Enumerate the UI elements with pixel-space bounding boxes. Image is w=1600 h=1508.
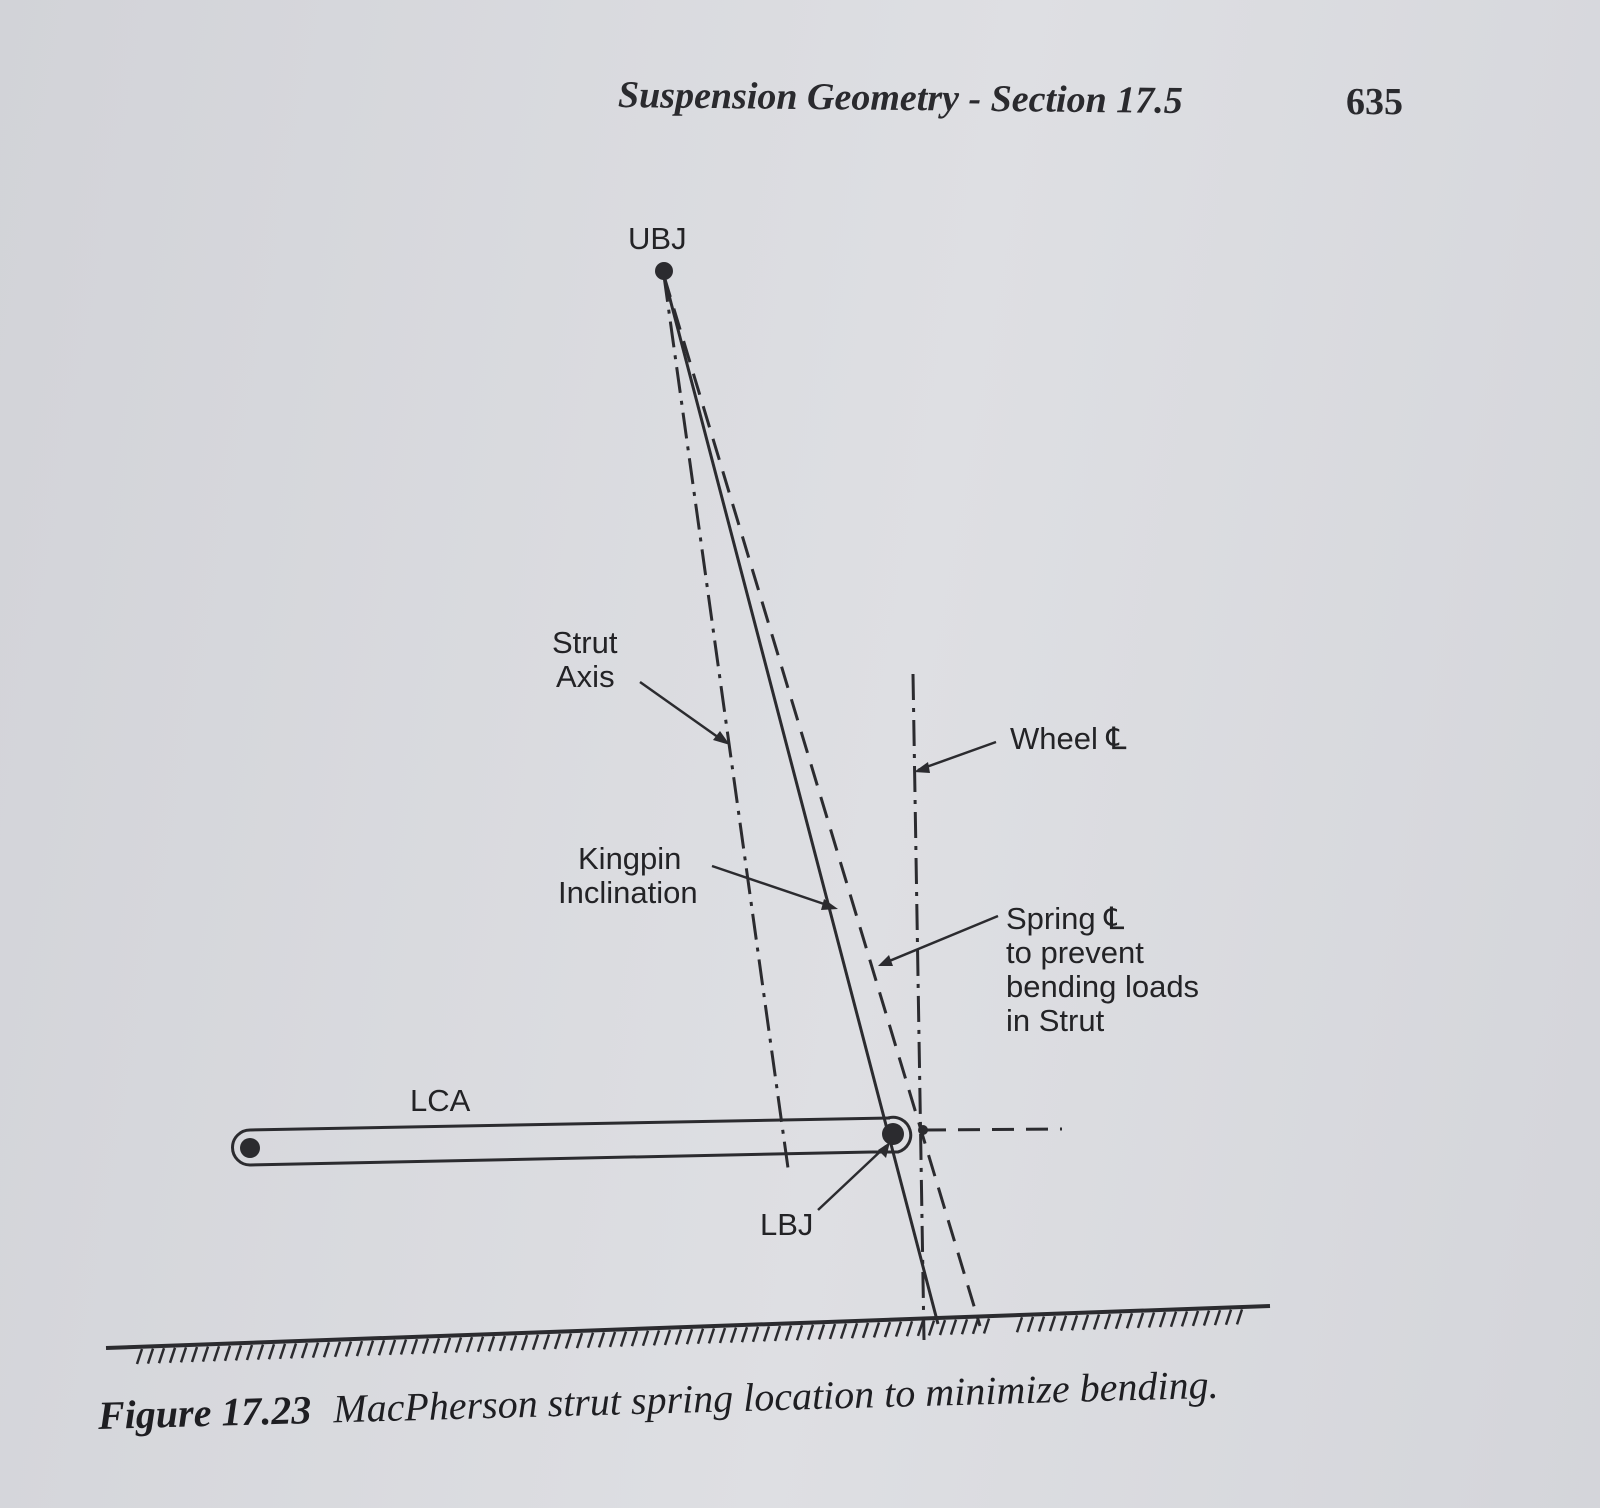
ground-hatch-tick [423, 1339, 428, 1354]
ground-hatch-tick [489, 1336, 494, 1351]
ground-hatch-tick [588, 1333, 593, 1348]
ground-hatch-tick [907, 1321, 912, 1336]
ground-hatch-tick [742, 1327, 747, 1342]
ground-hatch-tick [291, 1343, 296, 1358]
ground-hatch-tick [676, 1330, 681, 1345]
ground-hatch-tick [335, 1342, 340, 1357]
spring-label-line2: to prevent [1006, 935, 1144, 970]
lca-bottom-edge [250, 1152, 872, 1165]
ground-hatch-tick [1094, 1315, 1099, 1330]
ground-hatch-tick [808, 1325, 813, 1340]
ground-hatch-tick [764, 1326, 769, 1341]
spring-label-line4: in Strut [1006, 1003, 1105, 1038]
ground-hatch-tick [1138, 1313, 1143, 1328]
ground-hatch-tick [467, 1337, 472, 1352]
spring-centerline [664, 276, 980, 1326]
ground-hatch-tick [456, 1338, 461, 1353]
ground-hatch-tick [368, 1341, 373, 1356]
spring-cl-leader [882, 916, 998, 964]
ground-hatch-tick [137, 1349, 142, 1364]
ground-hatch-tick [1171, 1312, 1176, 1327]
ground-hatch-tick [698, 1329, 703, 1344]
ground-hatch-tick [302, 1343, 307, 1358]
ground-hatch-tick [401, 1339, 406, 1354]
ground-hatch-tick [731, 1328, 736, 1343]
page-number: 635 [1346, 81, 1403, 123]
ground-hatch-tick [1215, 1310, 1220, 1325]
figure-number: Figure 17.23 [97, 1387, 312, 1438]
ground-hatch-tick [841, 1324, 846, 1339]
ground-hatch-tick [522, 1335, 527, 1350]
ground-hatch-tick [544, 1334, 549, 1349]
spring-label-line3: bending loads [1006, 969, 1200, 1004]
kingpin-leader [712, 866, 830, 906]
spring-cl-arrowhead [878, 955, 893, 966]
ground-hatch-tick [654, 1330, 659, 1345]
ground-hatch-tick [324, 1342, 329, 1357]
lbj-arrowhead [878, 1142, 890, 1158]
wheel-cl-arrowhead [914, 762, 930, 773]
ground-hatch-tick [566, 1334, 571, 1349]
ground-hatch-tick [1083, 1315, 1088, 1330]
ground-hatch-tick [192, 1347, 197, 1362]
ground-hatch-tick [929, 1320, 934, 1335]
ground-hatch-tick [379, 1340, 384, 1355]
ground-hatch-tick [280, 1344, 285, 1359]
kingpin-label-line1: Kingpin [578, 841, 682, 876]
ground-hatch-tick [313, 1343, 318, 1358]
strut-axis-label-line1: Strut [552, 625, 618, 660]
ground-hatch-tick [225, 1346, 230, 1361]
ground-hatch-tick [1149, 1313, 1154, 1328]
ubj-label: UBJ [628, 221, 687, 256]
ground-hatch-tick [1017, 1317, 1022, 1332]
strut-axis-leader [640, 682, 722, 740]
ground-hatch-tick [643, 1331, 648, 1346]
ground-hatch-tick [1072, 1315, 1077, 1330]
ground-hatch-tick [1226, 1310, 1231, 1325]
ground-hatch-tick [1182, 1311, 1187, 1326]
ground-hatch-tick [1237, 1309, 1242, 1324]
wheel-centerline-label: Wheel ℄ [1010, 721, 1127, 756]
ground-hatch-tick [852, 1323, 857, 1338]
ground-hatch-tick [258, 1345, 263, 1360]
ground-hatch-tick [390, 1340, 395, 1355]
ground-hatch-tick [159, 1348, 164, 1363]
kingpin-inclination-line [664, 276, 938, 1324]
ground-hatch-tick [236, 1345, 241, 1360]
ground-hatch-tick [357, 1341, 362, 1356]
ground-hatch-tick [632, 1331, 637, 1346]
kingpin-arrowhead [821, 899, 838, 910]
ground-hatch-tick [1028, 1317, 1033, 1332]
lbj-horizontal-dashed [924, 1129, 1062, 1130]
lca-pivot [240, 1138, 260, 1158]
ground-hatch-tick [775, 1326, 780, 1341]
ground-hatch-tick [148, 1349, 153, 1364]
ground-hatch-tick [555, 1334, 560, 1349]
ground-hatch-tick [247, 1345, 252, 1360]
wheel-cl-leader [918, 742, 996, 770]
ground-hatch-tick [819, 1324, 824, 1339]
ground-hatch-tick [1039, 1316, 1044, 1331]
lca-top-edge [250, 1118, 890, 1130]
ground-hatch-tick [830, 1324, 835, 1339]
figure-caption-text: MacPherson strut spring location to minimize bending. [332, 1361, 1220, 1432]
kingpin-label-line2: Inclination [558, 875, 698, 910]
lbj-joint [882, 1123, 904, 1145]
arrow-heads [713, 731, 930, 1158]
ground-hatch-tick [170, 1348, 175, 1363]
ground-hatch-tick [720, 1328, 725, 1343]
ground-hatch-tick [1105, 1314, 1110, 1329]
ground-hatch-tick [940, 1320, 945, 1335]
ground-hatch-tick [1193, 1311, 1198, 1326]
ground-hatch-tick [500, 1336, 505, 1351]
ground-hatch-tick [1116, 1314, 1121, 1329]
lbj-leader [818, 1146, 886, 1210]
ground-hatch-tick [214, 1346, 219, 1361]
strut-axis-line [664, 276, 788, 1168]
ground-hatch-tick [786, 1326, 791, 1341]
ground-hatch-tick [1160, 1312, 1165, 1327]
ground-hatch-tick [621, 1332, 626, 1347]
spring-label-line1: Spring ℄ [1006, 901, 1125, 936]
ground-hatch-tick [1127, 1313, 1132, 1328]
ubj-joint [655, 262, 673, 280]
ground-hatch-tick [599, 1332, 604, 1347]
ground-hatch-tick [896, 1322, 901, 1337]
ground-hatch-tick [203, 1347, 208, 1362]
ground-hatch-tick [863, 1323, 868, 1338]
ground-hatch-tick [412, 1339, 417, 1354]
ground-hatch-tick [885, 1322, 890, 1337]
lca-label: LCA [410, 1083, 471, 1118]
ground-hatch-tick [346, 1341, 351, 1356]
ground-hatch-tick [962, 1319, 967, 1334]
ground-hatch-tick [533, 1335, 538, 1350]
ground-hatch-tick [984, 1318, 989, 1333]
ground-hatching [137, 1309, 1242, 1364]
wheel-cl-point [918, 1125, 928, 1135]
ground-hatch-tick [269, 1344, 274, 1359]
ground-hatch-tick [434, 1338, 439, 1353]
ground-hatch-tick [753, 1327, 758, 1342]
ground-hatch-tick [478, 1337, 483, 1352]
strut-axis-label-line2: Axis [556, 659, 615, 694]
ground-hatch-tick [951, 1320, 956, 1335]
ground-hatch-tick [511, 1336, 516, 1351]
ground-hatch-tick [874, 1322, 879, 1337]
ground-hatch-tick [181, 1347, 186, 1362]
ground-hatch-tick [687, 1329, 692, 1344]
ground-hatch-tick [445, 1338, 450, 1353]
running-header-title: Suspension Geometry - Section 17.5 [617, 74, 1183, 122]
ground-hatch-tick [1204, 1311, 1209, 1326]
ground-hatch-tick [709, 1328, 714, 1343]
ground-hatch-tick [610, 1332, 615, 1347]
ground-hatch-tick [665, 1330, 670, 1345]
ground-hatch-tick [1050, 1316, 1055, 1331]
lbj-label: LBJ [760, 1207, 814, 1242]
ground-hatch-tick [577, 1333, 582, 1348]
ground-hatch-tick [1061, 1316, 1066, 1331]
ground-hatch-tick [797, 1325, 802, 1340]
